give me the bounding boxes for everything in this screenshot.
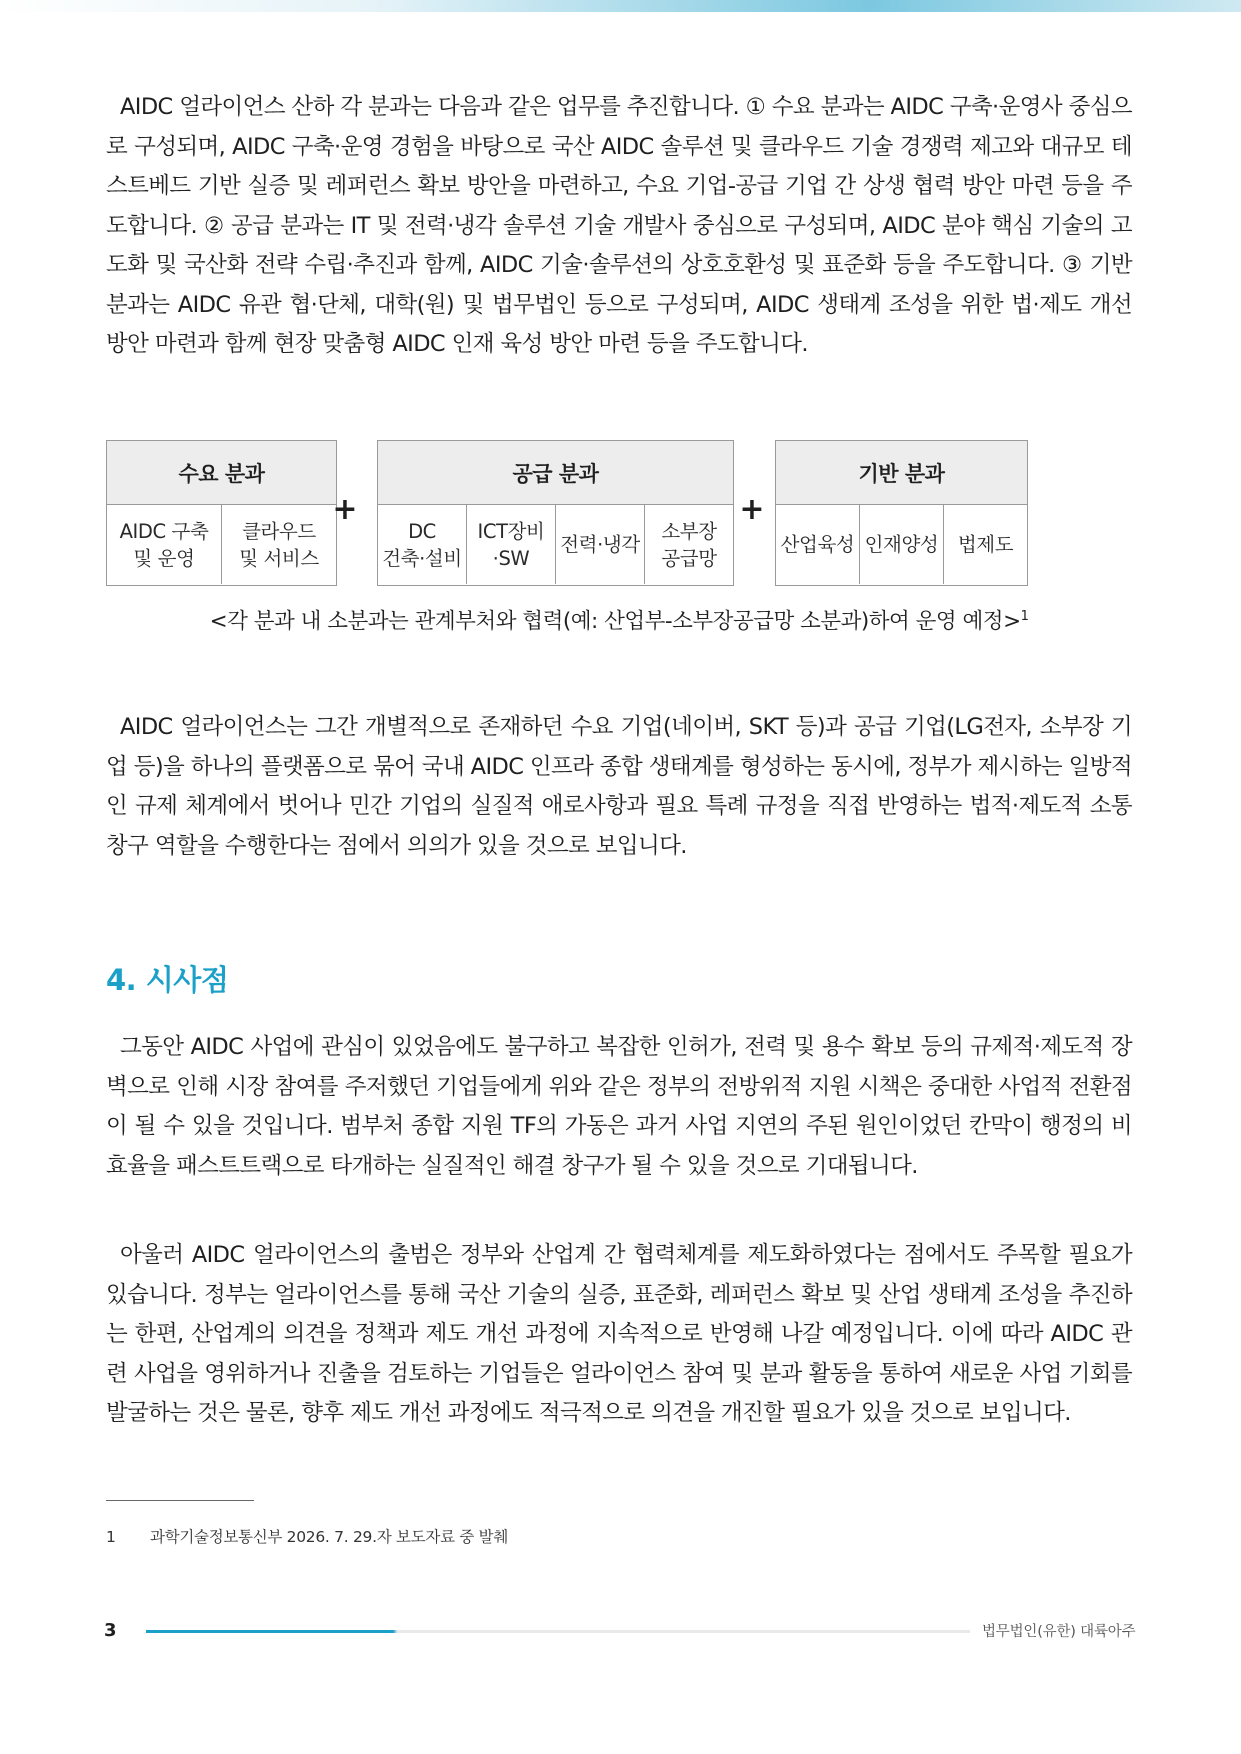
footnote-number: 1 [106, 1528, 116, 1546]
footnote [106, 1525, 508, 1547]
subcommittee-cell: 클라우드 및 서비스 [239, 519, 319, 570]
footnote-text: 과학기술정보통신부 2026. 7. 29.자 보도자료 중 발췌 [150, 1528, 509, 1546]
group-title: 공급 분과 [378, 441, 733, 505]
paragraph-implications-1: 그동안 AIDC 사업에 관심이 있었음에도 불구하고 복잡한 인허가, 전력 및 용수 확보 등의 규제적·제도적 장벽으로 인해 시장 참여를 주저했던 기업들에게 위와 같은 정부의 전방위적 지원 시책은 중대한 사업적 전환점이 될 수 있을 것입니다. 범부처 종합 지원 TF의 가동은 과거 사업 지연의 주된 원인이었던 칸막이 행정의 비효율을 패스트트랙으로 타개하는 실질적인 해결 창구가 될 수 있을 것으로 기대됩니다. [106, 1034, 1132, 1179]
page-number: 3 [104, 1620, 117, 1641]
group-foundation [775, 440, 1028, 586]
subcommittee-cell: DC 건축·설비 [378, 505, 467, 584]
top-gradient-bar [0, 0, 1241, 12]
subcommittee-cell: 법제도 [957, 533, 1014, 556]
section-title: 4. 시사점 [106, 963, 229, 997]
firm-name: 법무법인(유한) 대륙아주 [982, 1624, 1136, 1640]
group-title: 수요 분과 [107, 441, 336, 505]
subcommittee-cell: 산업육성 [776, 505, 860, 584]
footer-progress-line [146, 1630, 970, 1633]
paragraph-subcommittee-duties: AIDC 얼라이언스 산하 각 분과는 다음과 같은 업무를 추진합니다. ① 수요 분과는 AIDC 구축·운영사 중심으로 구성되며, AIDC 구축·운영 경험을 바탕으로 국산 AIDC 솔루션 및 클라우드 기술 경쟁력 제고와 대규모 테스트베드 기반 실증 및 레퍼런스 확보 방안을 마련하고, 수요 기업-공급 기업 간 상생 협력 방안 마련 등을 주도합니다. ② 공급 분과는 IT 및 전력·냉각 솔루션 기술 개발사 중심으로 구성되며, AIDC 분야 핵심 기술의 고도화 및 국산화 전략 수립·추진과 함께, AIDC 기술·솔루션의 상호호환성 및 표준화 등을 주도합니다. ③ 기반 분과는 AIDC 유관 협·단체, 대학(원) 및 법무법인 등으로 구성되며, AIDC 생태계 조성을 위한 법·제도 개선 방안 마련과 함께 현장 맞춤형 AIDC 인재 육성 방안 마련 등을 주도합니다. [106, 94, 1132, 357]
diagram-caption [106, 604, 1132, 635]
footnote-reference[interactable]: 1 [1020, 608, 1029, 624]
paragraph-alliance-significance: AIDC 얼라이언스는 그간 개별적으로 존재하던 수요 기업(네이버, SKT 등)과 공급 기업(LG전자, 소부장 기업 등)을 하나의 플랫폼으로 묶어 국내 AIDC 인프라 종합 생태계를 형성하는 동시에, 정부가 제시하는 일방적인 규제 체계에서 벗어나 민간 기업의 실질적 애로사항과 필요 특례 규정을 직접 반영하는 법적·제도적 소통 창구 역할을 수행한다는 점에서 의의가 있을 것으로 보입니다. [106, 714, 1132, 859]
plus-icon: + [332, 492, 358, 527]
group-supply [377, 440, 734, 586]
footnote-divider [106, 1500, 254, 1501]
subcommittee-cell: 전력·냉각 [556, 505, 645, 584]
subcommittee-cell: 소부장 공급망 [661, 519, 717, 570]
plus-icon: + [739, 492, 765, 527]
caption-text: <각 분과 내 소분과는 관계부처와 협력(예: 산업부-소부장공급망 소분과)하여 운영 예정> [209, 609, 1021, 634]
subcommittee-cell: ICT장비 ·SW [467, 505, 556, 584]
group-demand [106, 440, 337, 586]
subcommittee-cell: AIDC 구축 및 운영 [107, 505, 222, 584]
paragraph-implications-2: 아울러 AIDC 얼라이언스의 출범은 정부와 산업계 간 협력체계를 제도화하였다는 점에서도 주목할 필요가 있습니다. 정부는 얼라이언스를 통해 국산 기술의 실증, 표준화, 레퍼런스 확보 및 산업 생태계 조성을 추진하는 한편, 산업계의 의견을 정책과 제도 개선 과정에 지속적으로 반영해 나갈 예정입니다. 이에 따라 AIDC 관련 사업을 영위하거나 진출을 검토하는 기업들은 얼라이언스 참여 및 분과 활동을 통하여 새로운 사업 기회를 발굴하는 것은 물론, 향후 제도 개선 과정에도 적극적으로 의견을 개진할 필요가 있을 것으로 보입니다. [106, 1242, 1132, 1426]
group-title: 기반 분과 [776, 441, 1027, 505]
subcommittee-cell: 인재양성 [860, 505, 944, 584]
subcommittee-diagram [106, 440, 1132, 586]
